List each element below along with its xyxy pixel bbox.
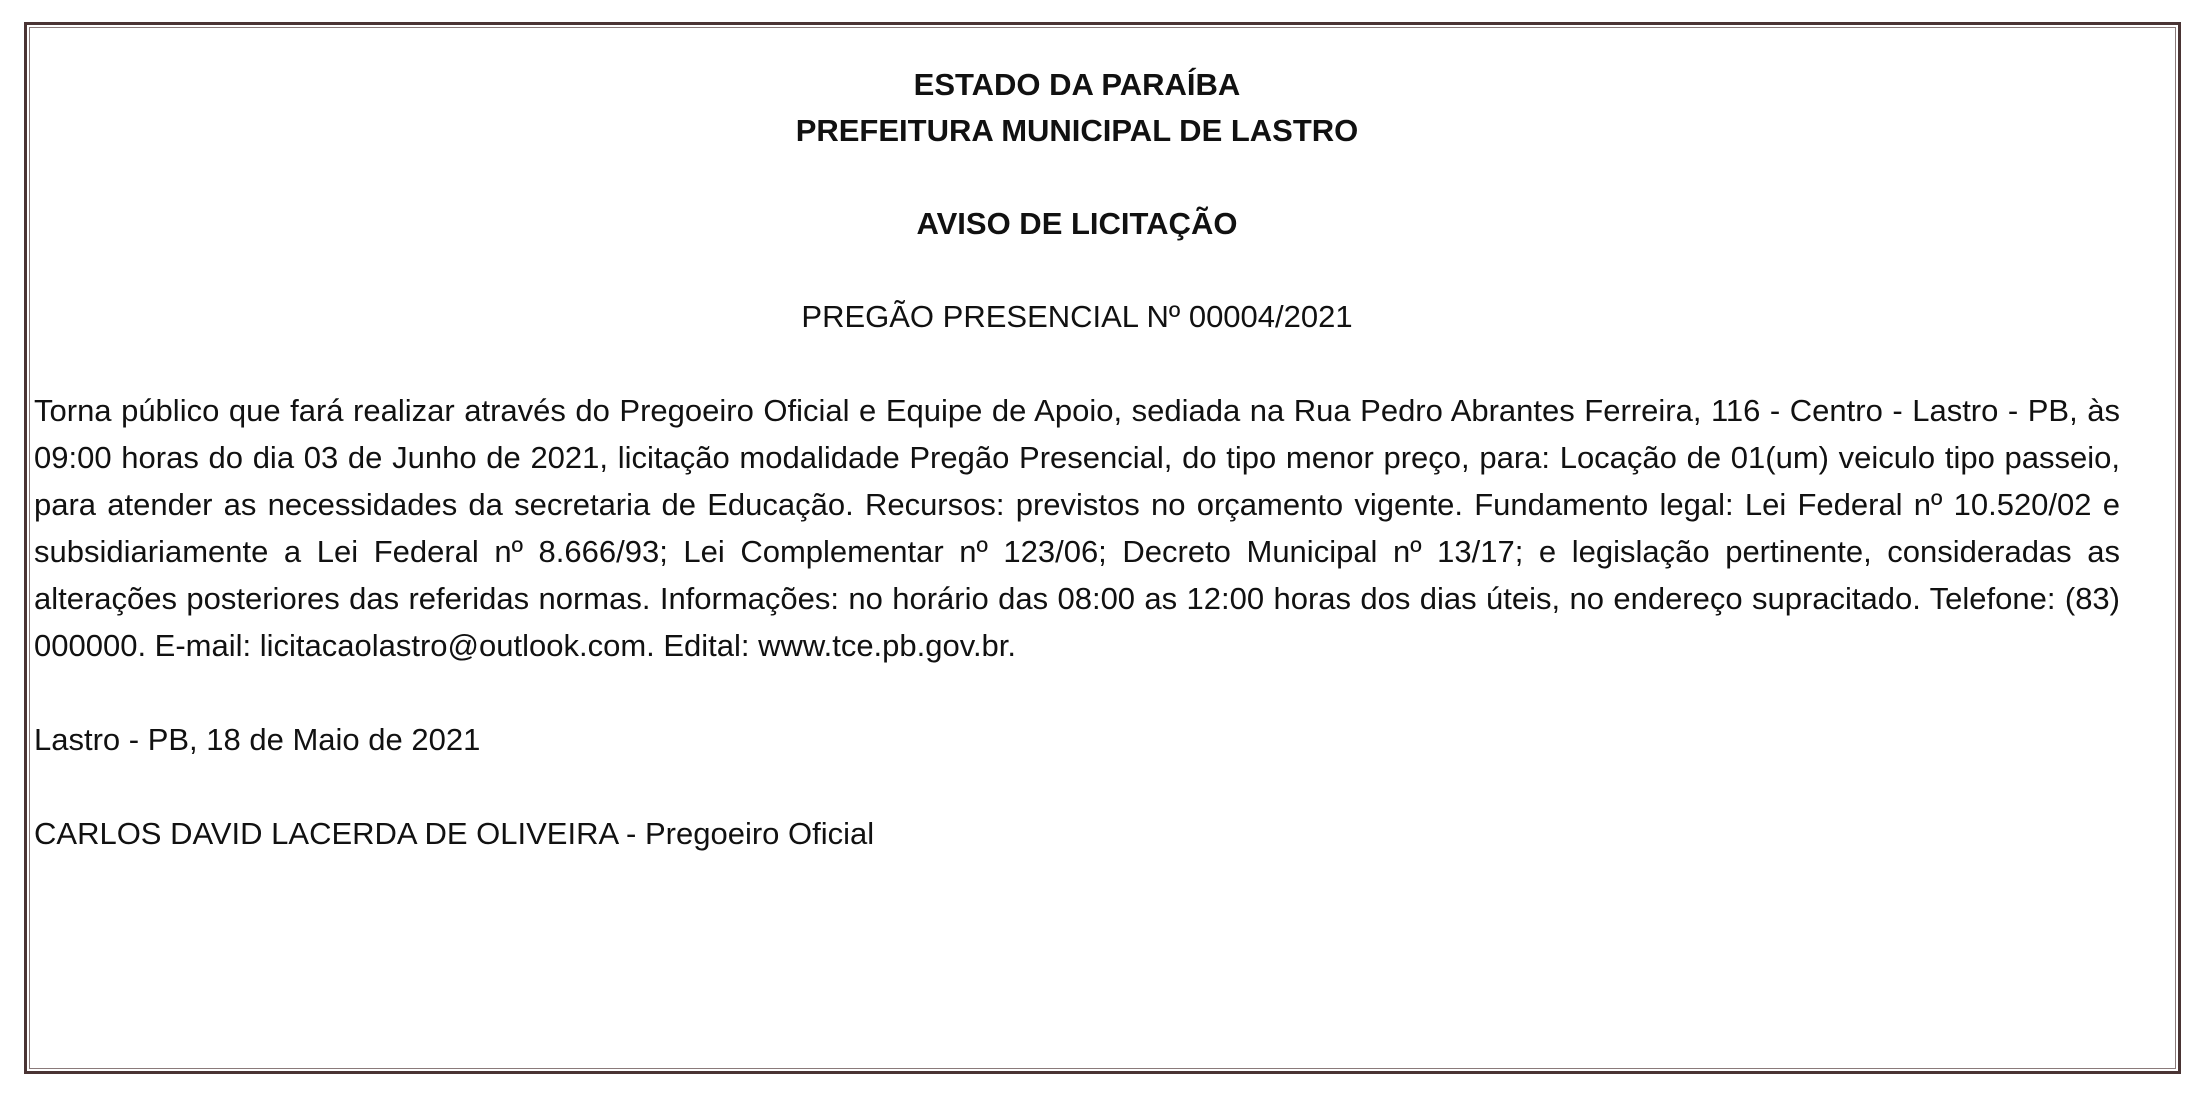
signature-line: CARLOS DAVID LACERDA DE OLIVEIRA - Pregoeiro Oficial — [34, 816, 875, 851]
notice-content — [34, 62, 2120, 857]
place-date: Lastro - PB, 18 de Maio de 2021 — [34, 722, 481, 757]
state-heading: ESTADO DA PARAÍBA — [913, 67, 1241, 102]
procedure-number: PREGÃO PRESENCIAL Nº 00004/2021 — [801, 299, 1353, 334]
notice-body: Torna público que fará realizar através do Pregoeiro Oficial e Equipe de Apoio, sediada na Rua Pedro Abrantes Ferreira, 116 - Centro - Lastro - PB, às 09:00 horas do dia 03 de Junho de 2021, licitação modalidade Pregão Presencial, do tipo menor preço, para: Locação de 01(um) veiculo tipo passeio, para atender as necessidades da secretaria de Educação. Recursos: previstos no orçamento vigente. Fundamento legal: Lei Federal nº 10.520/02 e subsidiariamente a Lei Federal nº 8.666/93; Lei Complementar nº 123/06; Decreto Municipal nº 13/17; e legislação pertinente, consideradas as alterações posteriores das referidas normas. Informações: no horário das 08:00 as 12:00 horas dos dias úteis, no endereço supracitado. Telefone: (83) 000000. E-mail: licitacaolastro@outlook.com. Edital: www.tce.pb.gov.br. — [34, 393, 2120, 663]
municipality-heading: PREFEITURA MUNICIPAL DE LASTRO — [795, 113, 1359, 148]
notice-title: AVISO DE LICITAÇÃO — [916, 206, 1238, 241]
